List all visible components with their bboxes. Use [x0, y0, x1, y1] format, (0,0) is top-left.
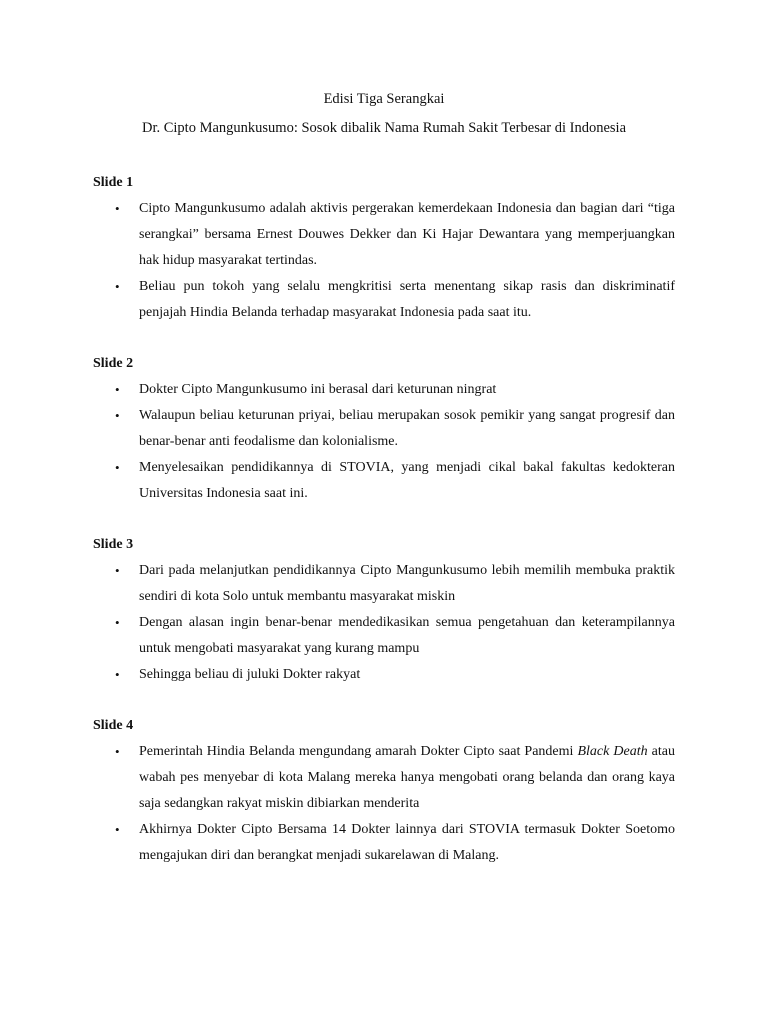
bullet-text: Beliau pun tokoh yang selalu mengkritisi serta menentang sikap rasis dan diskriminatif penjajah Hindia Belanda terhadap masyarakat Indonesia pada saat itu. [139, 279, 675, 320]
bullet-dot-icon: • [115, 667, 120, 682]
bullet-item [93, 662, 675, 688]
bullet-item [93, 455, 675, 507]
bullet-text: Dari pada melanjutkan pendidikannya Cipto Mangunkusumo lebih memilih membuka praktik sendiri di kota Solo untuk membantu masyarakat miskin [139, 563, 675, 604]
bullet-item [93, 558, 675, 610]
bullet-dot-icon: • [115, 563, 120, 578]
document-header [0, 85, 768, 143]
slide-section [93, 712, 675, 869]
slide-heading: Slide 3 [93, 537, 134, 552]
slide-section [93, 169, 675, 326]
bullet-item [93, 403, 675, 455]
bullet-dot-icon: • [115, 201, 120, 216]
bullet-list [93, 377, 675, 507]
bullet-item [93, 196, 675, 274]
bullet-list [93, 196, 675, 326]
document-subtitle: Dr. Cipto Mangunkusumo: Sosok dibalik Nama Rumah Sakit Terbesar di Indonesia [141, 120, 626, 136]
slide-section [93, 350, 675, 507]
bullet-item [93, 377, 675, 403]
slide-heading: Slide 4 [93, 718, 134, 733]
bullet-text: Walaupun beliau keturunan priyai, beliau merupakan sosok pemikir yang sangat progresif dan benar-benar anti feodalisme dan kolonialisme. [139, 408, 675, 449]
bullet-item [93, 274, 675, 326]
bullet-text: Pemerintah Hindia Belanda mengundang amarah Dokter Cipto saat Pandemi [139, 744, 578, 759]
bullet-text: Menyelesaikan pendidikannya di STOVIA, yang menjadi cikal bakal fakultas kedokteran Universitas Indonesia saat ini. [139, 460, 675, 501]
document-body [93, 169, 675, 869]
bullet-text: Cipto Mangunkusumo adalah aktivis pergerakan kemerdekaan Indonesia dan bagian dari “tiga serangkai” bersama Ernest Douwes Dekker dan Ki Hajar Dewantara yang memperjuangkan hak hidup masyarakat tertindas. [139, 201, 675, 268]
bullet-dot-icon: • [115, 408, 120, 423]
bullet-text-italic: Black Death [577, 744, 648, 759]
bullet-dot-icon: • [115, 615, 120, 630]
bullet-dot-icon: • [115, 382, 120, 397]
bullet-text: Sehingga beliau di juluki Dokter rakyat [139, 667, 361, 682]
bullet-text: Akhirnya Dokter Cipto Bersama 14 Dokter lainnya dari STOVIA termasuk Dokter Soetomo mengajukan diri dan berangkat menjadi sukarelawan di Malang. [139, 822, 675, 863]
document-title: Edisi Tiga Serangkai [323, 91, 445, 107]
bullet-dot-icon: • [115, 744, 120, 759]
bullet-dot-icon: • [115, 279, 120, 294]
slide-heading: Slide 1 [93, 175, 134, 190]
bullet-dot-icon: • [115, 822, 120, 837]
slide-section [93, 531, 675, 688]
bullet-item [93, 817, 675, 869]
bullet-item [93, 739, 675, 817]
bullet-dot-icon: • [115, 460, 120, 475]
bullet-item [93, 610, 675, 662]
bullet-list [93, 739, 675, 869]
bullet-text: Dokter Cipto Mangunkusumo ini berasal dari keturunan ningrat [139, 382, 497, 397]
bullet-list [93, 558, 675, 688]
bullet-text: Dengan alasan ingin benar-benar mendedikasikan semua pengetahuan dan keterampilannya untuk mengobati masyarakat yang kurang mampu [139, 615, 675, 656]
slide-heading: Slide 2 [93, 356, 134, 371]
bullet-text: atau wabah pes menyebar di kota Malang mereka hanya mengobati orang belanda dan orang kaya saja sedangkan rakyat miskin dibiarkan menderita [139, 744, 675, 811]
